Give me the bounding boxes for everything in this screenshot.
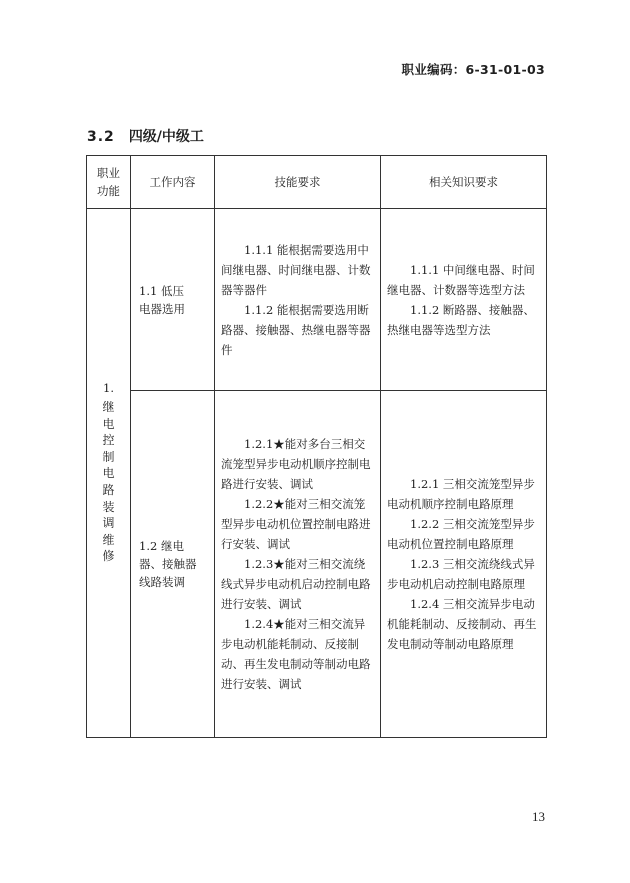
header-knowledge-requirements: 相关知识要求: [381, 156, 547, 209]
skill-item: 1.1.2 能根据需要选用断路器、接触器、热继电器等器件: [221, 302, 371, 357]
knowledge-item: 1.2.2 三相交流笼型异步电动机位置控制电路原理: [387, 517, 535, 551]
table-row: [87, 391, 547, 738]
header-function: 职业功能: [87, 156, 131, 209]
section-heading: [87, 126, 204, 146]
function-name: 继电控制电路装调维修: [102, 400, 115, 564]
skills-table: [86, 155, 547, 738]
function-number: 1.: [103, 381, 114, 396]
header-work-content: 工作内容: [131, 156, 215, 209]
work-content-cell: [131, 209, 215, 391]
section-title: 四级/中级工: [128, 129, 204, 145]
work-content-cell: [131, 391, 215, 738]
header-skill-requirements: 技能要求: [215, 156, 381, 209]
skill-cell: [215, 391, 381, 738]
work-content-line: 线路装调: [139, 575, 185, 589]
table-row: [87, 209, 547, 391]
skill-item: 1.2.2★能对三相交流笼型异步电动机位置控制电路进行安装、调试: [221, 497, 371, 551]
knowledge-cell: [381, 209, 547, 391]
function-cell: [87, 209, 131, 738]
work-content-line: 1.2 继电: [139, 539, 184, 553]
section-number: 3.2: [87, 129, 115, 145]
work-content-line: 电器选用: [139, 301, 185, 316]
skill-item: 1.1.1 能根据需要选用中间继电器、时间继电器、计数器等器件: [221, 242, 371, 297]
knowledge-item: 1.1.1 中间继电器、时间继电器、计数器等选型方法: [387, 262, 535, 297]
skill-item: 1.2.3★能对三相交流绕线式异步电动机启动控制电路进行安装、调试: [221, 557, 371, 611]
work-content-line: 1.1 低压: [139, 283, 184, 298]
skill-item: 1.2.4★能对三相交流异步电动机能耗制动、反接制动、再生发电制动等制动电路进行安装、调试: [221, 617, 371, 691]
occupation-code: 职业编码：6-31-01-03: [401, 62, 545, 77]
skill-item: 1.2.1★能对多台三相交流笼型异步电动机顺序控制电路进行安装、调试: [221, 437, 371, 491]
page-number: 13: [532, 809, 545, 824]
knowledge-item: 1.2.4 三相交流异步电动机能耗制动、反接制动、再生发电制动等制动电路原理: [387, 597, 537, 651]
work-content-line: 器、接触器: [139, 557, 197, 571]
table-header-row: [87, 156, 547, 209]
knowledge-cell: [381, 391, 547, 738]
knowledge-item: 1.2.1 三相交流笼型异步电动机顺序控制电路原理: [387, 477, 535, 511]
skill-cell: [215, 209, 381, 391]
knowledge-item: 1.2.3 三相交流绕线式异步电动机启动控制电路原理: [387, 557, 535, 591]
knowledge-item: 1.1.2 断路器、接触器、热继电器等选型方法: [387, 302, 535, 337]
